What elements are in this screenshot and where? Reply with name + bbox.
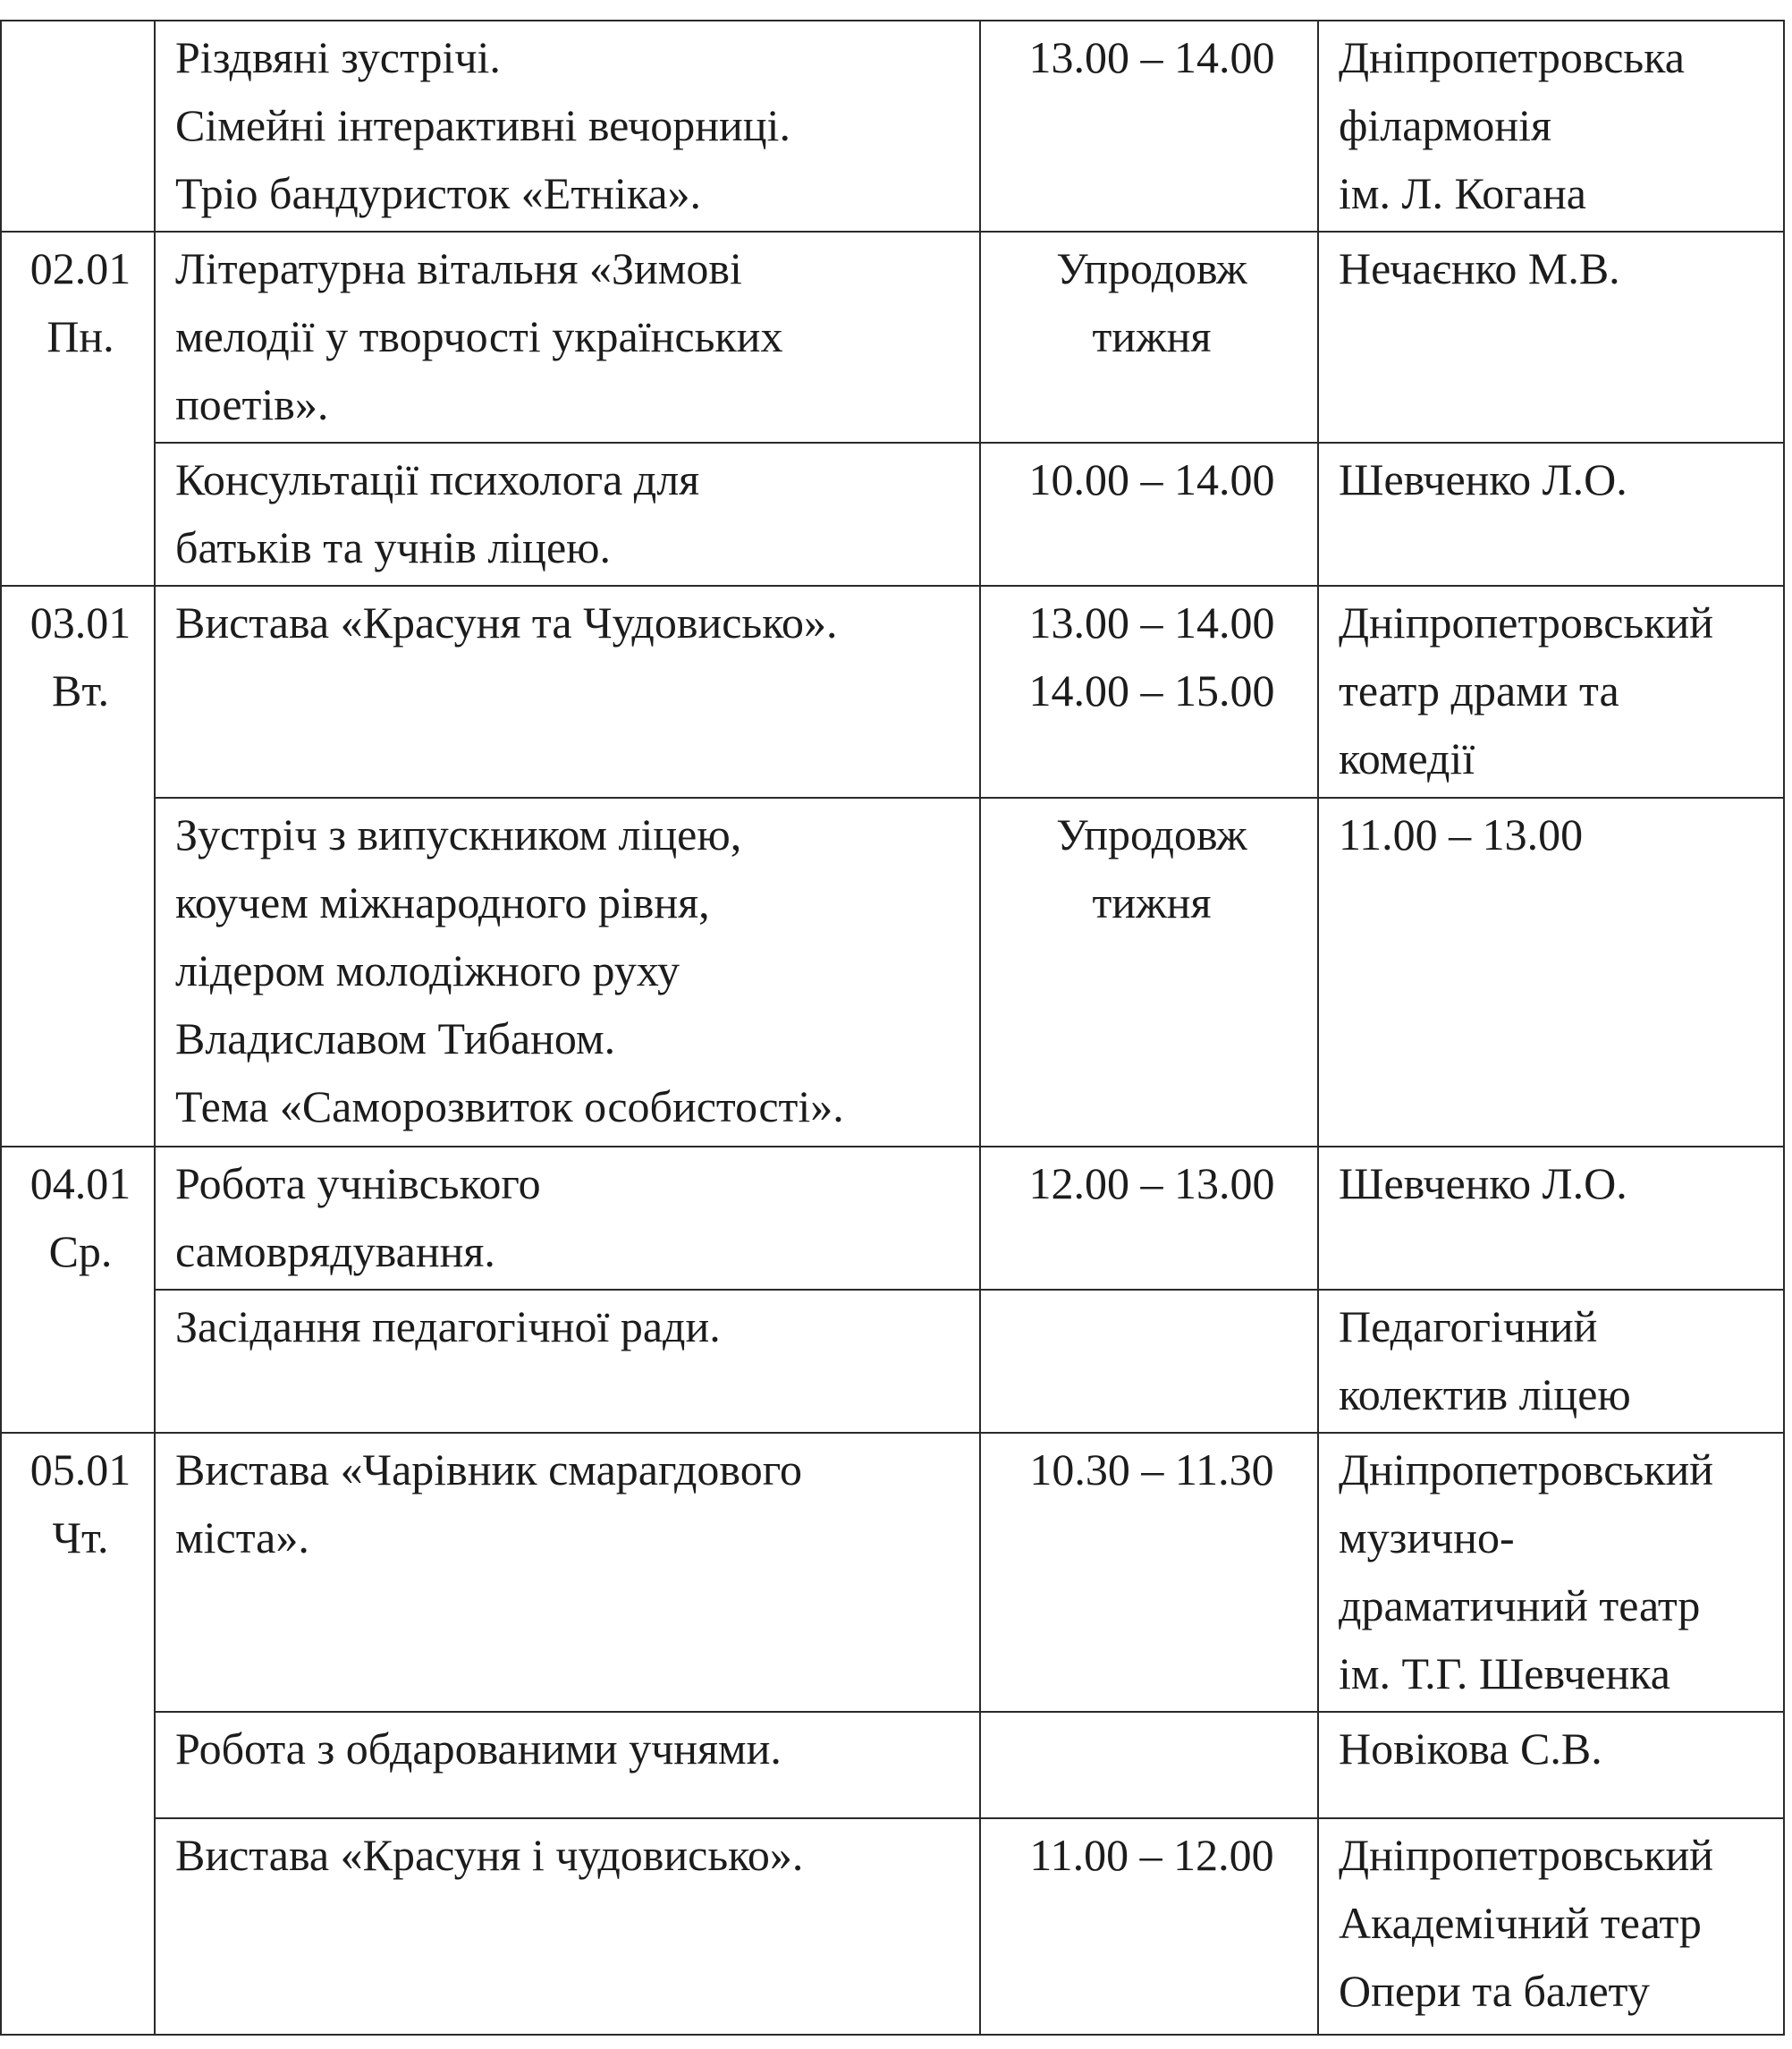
weekday-label: Пн. (46, 311, 114, 361)
time-line: Упродовж (1056, 243, 1247, 293)
event-cell (155, 1147, 980, 1290)
event-line: Робота з обдарованими учнями. (175, 1723, 782, 1774)
event-line: Консультації психолога для (175, 454, 700, 504)
event-line: мелодії у творчості українських (175, 311, 783, 361)
event-line: Засідання педагогічної ради. (175, 1301, 721, 1351)
responsible-line: Новікова С.В. (1339, 1723, 1602, 1774)
responsible-cell (1318, 586, 1784, 798)
date-cell (1, 21, 155, 232)
event-line: поетів». (175, 379, 329, 429)
responsible-line: Дніпропетровський (1339, 597, 1714, 648)
time-cell (980, 798, 1318, 1147)
schedule-table (0, 20, 1785, 2036)
responsible-line: 11.00 – 13.00 (1339, 809, 1584, 859)
time-line: 10.30 – 11.30 (1029, 1444, 1274, 1494)
event-cell (155, 1818, 980, 2035)
date-cell (1, 1147, 155, 1433)
event-line: Різдвяні зустрічі. (175, 32, 501, 82)
responsible-line: колектив ліцею (1339, 1369, 1631, 1419)
date-cell (1, 1433, 155, 2035)
event-line: Літературна вітальня «Зимові (175, 243, 742, 293)
event-line: Вистава «Красуня і чудовисько». (175, 1830, 804, 1880)
event-cell (155, 1433, 980, 1712)
time-line: тижня (1092, 877, 1212, 927)
responsible-line: драматичний театр (1339, 1580, 1701, 1630)
time-line: тижня (1092, 311, 1212, 361)
responsible-line: театр драми та (1339, 665, 1619, 715)
responsible-line: музично- (1339, 1512, 1515, 1562)
time-cell (980, 1433, 1318, 1712)
responsible-line: ім. Л. Когана (1339, 168, 1586, 218)
weekday-label: Вт. (52, 665, 109, 715)
table-row (1, 443, 1784, 586)
responsible-cell (1318, 1818, 1784, 2035)
time-cell (980, 586, 1318, 798)
table-row (1, 21, 1784, 232)
responsible-line: Академічний театр (1339, 1898, 1702, 1948)
responsible-line: Нечаєнко М.В. (1339, 243, 1620, 293)
table-row (1, 1818, 1784, 2035)
responsible-line: Опери та балету (1339, 1966, 1650, 2016)
time-cell (980, 21, 1318, 232)
responsible-cell (1318, 798, 1784, 1147)
responsible-line: Дніпропетровський (1339, 1830, 1714, 1880)
responsible-cell (1318, 1290, 1784, 1433)
time-line: 14.00 – 15.00 (1028, 665, 1275, 715)
date-label: 02.01 (30, 243, 131, 293)
event-cell (155, 1290, 980, 1433)
responsible-line: філармонія (1339, 100, 1551, 150)
event-line: Тріо бандуристок «Етніка». (175, 168, 702, 218)
event-cell (155, 798, 980, 1147)
responsible-line: ім. Т.Г. Шевченка (1339, 1648, 1670, 1698)
date-label: 03.01 (30, 597, 131, 648)
responsible-line: Педагогічний (1339, 1301, 1598, 1351)
time-cell (980, 1290, 1318, 1433)
event-line: Тема «Саморозвиток особистості». (175, 1081, 844, 1131)
time-cell (980, 1712, 1318, 1818)
event-line: Вистава «Красуня та Чудовисько». (175, 597, 838, 648)
responsible-cell (1318, 443, 1784, 586)
responsible-cell (1318, 21, 1784, 232)
responsible-cell (1318, 1712, 1784, 1818)
table-row (1, 586, 1784, 798)
time-cell (980, 443, 1318, 586)
event-line: Зустріч з випускником ліцею, (175, 809, 742, 859)
event-line: Вистава «Чарівник смарагдового (175, 1444, 802, 1494)
responsible-line: Шевченко Л.О. (1339, 454, 1627, 504)
event-line: Сімейні інтерактивні вечорниці. (175, 100, 790, 150)
event-cell (155, 443, 980, 586)
time-cell (980, 1818, 1318, 2035)
date-cell (1, 232, 155, 586)
date-label: 04.01 (30, 1158, 131, 1208)
time-line: Упродовж (1056, 809, 1247, 859)
event-line: лідером молодіжного руху (175, 945, 680, 995)
event-line: Владиславом Тибаном. (175, 1013, 616, 1063)
responsible-cell (1318, 232, 1784, 443)
table-row (1, 232, 1784, 443)
table-row (1, 1712, 1784, 1818)
time-line: 13.00 – 14.00 (1028, 32, 1275, 82)
responsible-cell (1318, 1147, 1784, 1290)
event-line: самоврядування. (175, 1226, 495, 1276)
time-line: 11.00 – 12.00 (1029, 1830, 1274, 1880)
table-row (1, 1290, 1784, 1433)
responsible-line: Шевченко Л.О. (1339, 1158, 1627, 1208)
time-line: 13.00 – 14.00 (1028, 597, 1275, 648)
date-cell (1, 586, 155, 1147)
weekday-label: Чт. (52, 1512, 109, 1562)
event-cell (155, 1712, 980, 1818)
event-cell (155, 586, 980, 798)
table-row (1, 1433, 1784, 1712)
table-row (1, 798, 1784, 1147)
responsible-line: комедії (1339, 733, 1475, 783)
event-cell (155, 232, 980, 443)
responsible-line: Дніпропетровська (1339, 32, 1685, 82)
event-line: коучем міжнародного рівня, (175, 877, 710, 927)
responsible-line: Дніпропетровський (1339, 1444, 1714, 1494)
table-row (1, 1147, 1784, 1290)
time-line: 12.00 – 13.00 (1028, 1158, 1275, 1208)
time-line: 10.00 – 14.00 (1028, 454, 1275, 504)
time-cell (980, 1147, 1318, 1290)
responsible-cell (1318, 1433, 1784, 1712)
event-cell (155, 21, 980, 232)
time-cell (980, 232, 1318, 443)
event-line: міста». (175, 1512, 309, 1562)
weekday-label: Ср. (48, 1226, 113, 1276)
event-line: Робота учнівського (175, 1158, 541, 1208)
event-line: батьків та учнів ліцею. (175, 522, 611, 572)
date-label: 05.01 (30, 1444, 131, 1494)
